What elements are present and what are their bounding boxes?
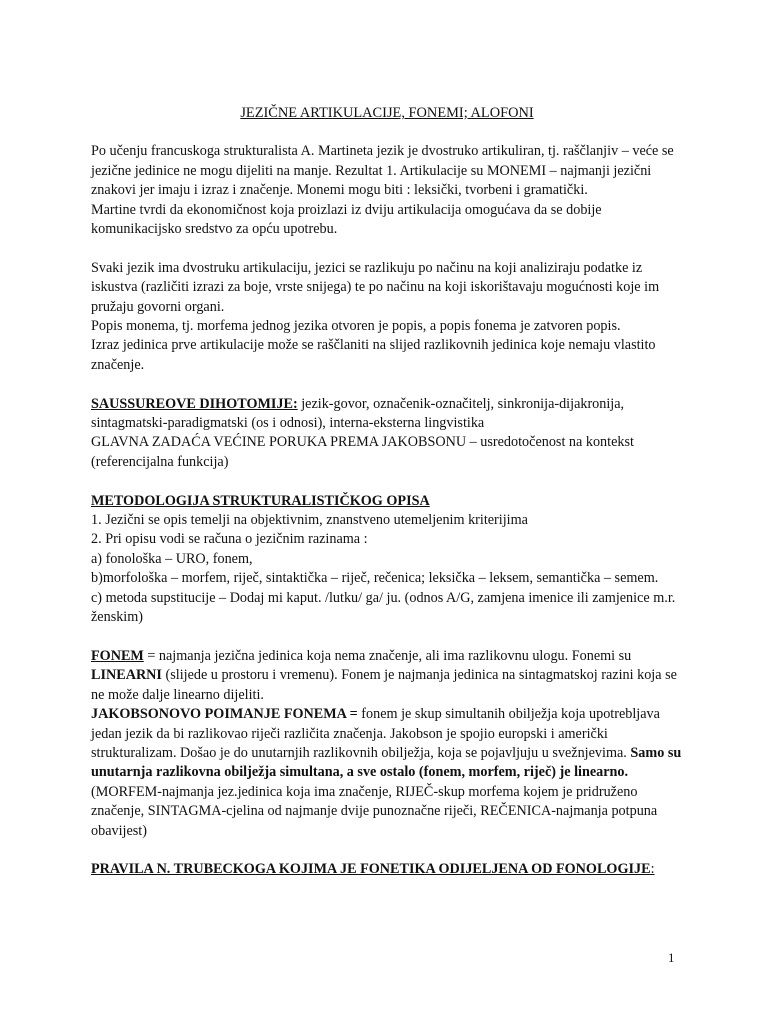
- intro-paragraph-1: Po učenju francuskoga strukturalista A. Martineta jezik je dvostruko artikuliran, tj. raščlanjiv – veće se jezične jedinice ne mogu dijeliti na manje. Rezultat 1. Artikulacije su MONEMI – najmanji jezični znakovi jer imaju i izraz i značenje. Monemi mogu biti : leksički, tvorbeni i gramatički.: [91, 143, 674, 199]
- spacer: [91, 375, 683, 394]
- method-item-1: 1. Jezični se opis temelji na objektivnim, znanstveno utemeljenim kriterijima: [91, 512, 528, 529]
- trubeck-heading: PRAVILA N. TRUBECKOGA KOJIMA JE FONETIKA ODIJELJENA OD FONOLOGIJE: [91, 861, 651, 878]
- trubeck-heading-line: [91, 860, 683, 879]
- trubeck-colon: :: [650, 861, 655, 878]
- saussure-text: jezik-govor, označenik-označitelj, sinkronija-dijakronija, sintagmatski-paradigmatski (os i odnosi), interna-eksterna lingvistika: [91, 395, 625, 432]
- articulation-paragraph-2: Popis monema, tj. morfema jednog jezika otvoren je popis, a popis fonema je zatvoren popis.: [91, 318, 621, 335]
- method-item-2: 2. Pri opisu vodi se računa o jezičnim razinama :: [91, 531, 368, 548]
- spacer: [91, 239, 683, 258]
- method-heading: METODOLOGIJA STRUKTURALISTIČKOG OPISA: [91, 492, 430, 509]
- jakobson-text: fonem je skup simultanih obilježja koja upotrebljava jedan jezik da bi razlikovao riječi različita značenja. Jakobson je spojio europski i američki strukturalizam. Došao je do unutarnjih razlikovnih obilježja, koja se pojavljuju u svežnjevima.: [91, 706, 660, 761]
- jakobson-task-paragraph: GLAVNA ZADAĆA VEĆINE PORUKA PREMA JAKOBSONU – usredotočenost na kontekst (referencijalna funkcija): [91, 434, 634, 470]
- linearni-term: LINEARNI: [91, 667, 162, 684]
- intro-paragraph-2: Martine tvrdi da ekonomičnost koja proizlazi iz dviju artikulacija omogućava da se dobije komunikacijsko sredstvo za opću upotrebu.: [91, 201, 602, 238]
- jakobson-term: JAKOBSONOVO POIMANJE FONEMA =: [91, 706, 358, 723]
- method-item-4: b)morfološka – morfem, riječ, sintaktička – riječ, rečenica; leksička – leksem, semantička – semem.: [91, 570, 659, 587]
- spacer: [91, 628, 683, 647]
- spacer: [91, 841, 683, 860]
- jakobson-bold-statement: Samo su unutarnja razlikovna obilježja simultana, a sve ostalo (fonem, morfem, riječ) je linearno.: [91, 744, 682, 781]
- fonem-term: FONEM: [91, 647, 144, 664]
- jakobson-rest: (MORFEM-najmanja jez.jedinica koja ima značenje, RIJEČ-skup morfema kojem je pridruženo značenje, SINTAGMA-cjelina od najmanje dvije punoznačne riječi, REČENICA-najmanja potpuna obavijest): [91, 783, 658, 839]
- fonem-definition-a: = najmanja jezična jedinica koja nema značenje, ali ima razlikovnu ulogu. Fonemi su: [143, 647, 632, 664]
- method-item-3: a) fonološka – URO, fonem,: [91, 550, 253, 567]
- saussure-paragraph: [91, 395, 683, 434]
- fonem-definition-b: (slijede u prostoru i vremenu). Fonem je najmanja jedinica na sintagmatskoj razini koja se ne može dalje linearno dijeliti.: [91, 667, 677, 703]
- articulation-paragraph-1: Svaki jezik ima dvostruku artikulaciju, jezici se razlikuju po načinu na koji analiziraju podatke iz iskustva (različiti izrazi za boje, vrste snijega) te po načinu na koji iskorištavaju mogućnosti koje im pružaju govorni organi.: [91, 259, 660, 315]
- saussure-heading: SAUSSUREOVE DIHOTOMIJE:: [91, 395, 298, 412]
- method-item-5: c) metoda supstitucije – Dodaj mi kaput. /lutku/ ga/ ju. (odnos A/G, zamjena imenice ili zamjenice m.r. ženskim): [91, 589, 676, 626]
- articulation-paragraph-3: Izraz jedinica prve artikulacije može se raščlaniti na slijed razlikovnih jedinica koje nemaju vlastito značenje.: [91, 337, 656, 373]
- jakobson-paragraph: [91, 705, 683, 841]
- page-number: 1: [668, 950, 675, 965]
- fonem-paragraph: [91, 647, 683, 705]
- document-title: JEZIČNE ARTIKULACIJE, FONEMI; ALOFONI: [240, 105, 534, 121]
- document-body: [91, 104, 683, 880]
- spacer: [91, 472, 683, 491]
